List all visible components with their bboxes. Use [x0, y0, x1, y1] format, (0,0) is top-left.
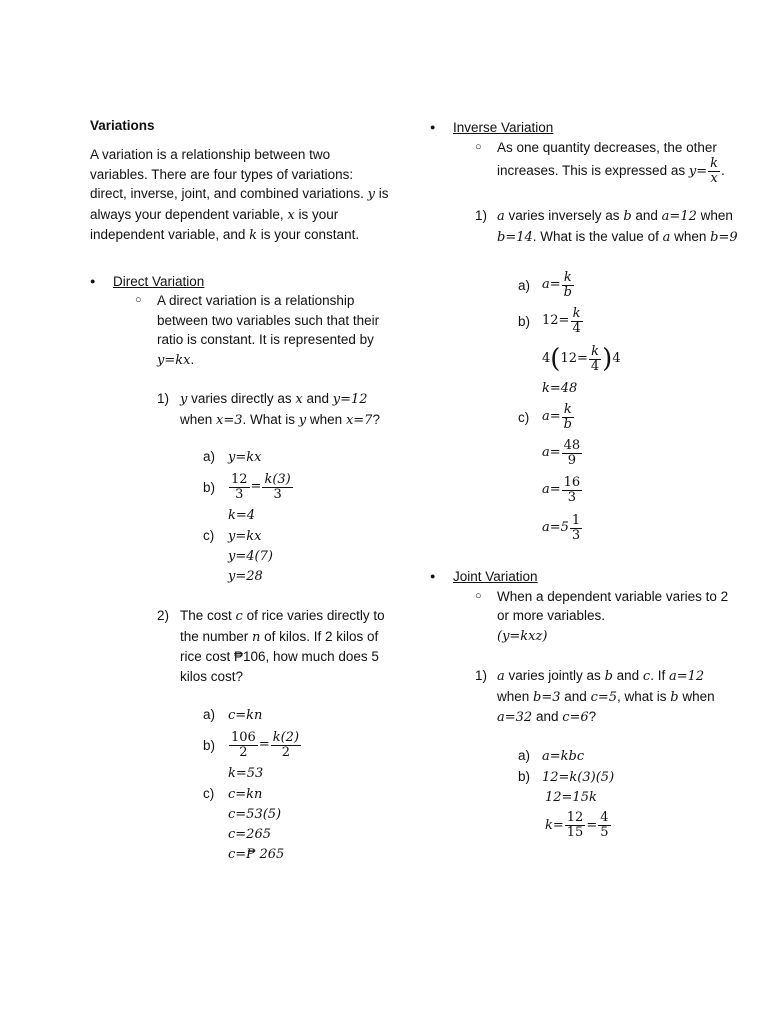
inverse-variation-description: ○ As one quantity decreases, the other increases. This is expressed as y= $\frac{k}{x}$ . [430, 138, 740, 187]
inverse-problem-1: 1) a varies inversely as b and a=12 when b=14. What is the value of a when b=9 [475, 208, 738, 245]
joint-p1-solution: a) a=kbc b) 12=k(3)(5) 12=15k k= $\frac{12}{15}$ = $\frac{4}{5}$ [518, 747, 615, 840]
joint-variation-description: ○ When a dependent variable varies to 2 or more variables. (y=kxz) [430, 587, 740, 647]
direct-variation-description: ○ A direct variation is a relationship between two variables such that their ratio is constant. It is represented by y=kx. [90, 291, 390, 370]
inverse-p1-solution: a) a= $\frac{k}{b}$ b) 12= $\frac{k}{4}$ 4 ( 12= $\frac{k}{4}$ ) 4 k=48 c) a= $\frac{k}{b}$ a= $\frac{48}{9}$ a= $\frac{16}{3}$ a=5 $\frac{1}{3}$ [518, 269, 621, 543]
left-column [90, 118, 390, 865]
joint-variation-heading: ● Joint Variation [430, 567, 740, 587]
intro-paragraph: A variation is a relationship between two variables. There are four types of variations: direct, inverse, joint, and combined variations. y is always your dependent variable, x is your independent variable, and k is your constant. [90, 147, 389, 243]
right-column [430, 118, 740, 844]
direct-problem-2: 2) The cost c of rice varies directly to the number n of kilos. If 2 kilos of rice cost ₱106, how much does 5 kilos cost? [157, 608, 385, 684]
direct-p1-solution: a) y=kx b) $\frac{12}{3}$ = $\frac{k(3)}{3}$ k=4 c) y=kx y=4(7) y=28 [203, 449, 291, 584]
direct-p2-solution: a) c=kn b) $\frac{106}{2}$ = $\frac{k(2)}{2}$ k=53 c) c=kn c=53(5) c=265 c=₱ 265 [203, 707, 300, 862]
page-title: Variations [90, 118, 155, 133]
direct-problem-1: 1) y varies directly as x and y=12 when x=3. What is y when x=7? [157, 391, 380, 428]
direct-variation-heading: ● Direct Variation [90, 272, 390, 292]
joint-problem-1: 1) a varies jointly as b and c. If a=12 when b=3 and c=5, what is b when a=32 and c=6? [475, 668, 715, 725]
inverse-variation-heading: ● Inverse Variation [430, 118, 740, 138]
